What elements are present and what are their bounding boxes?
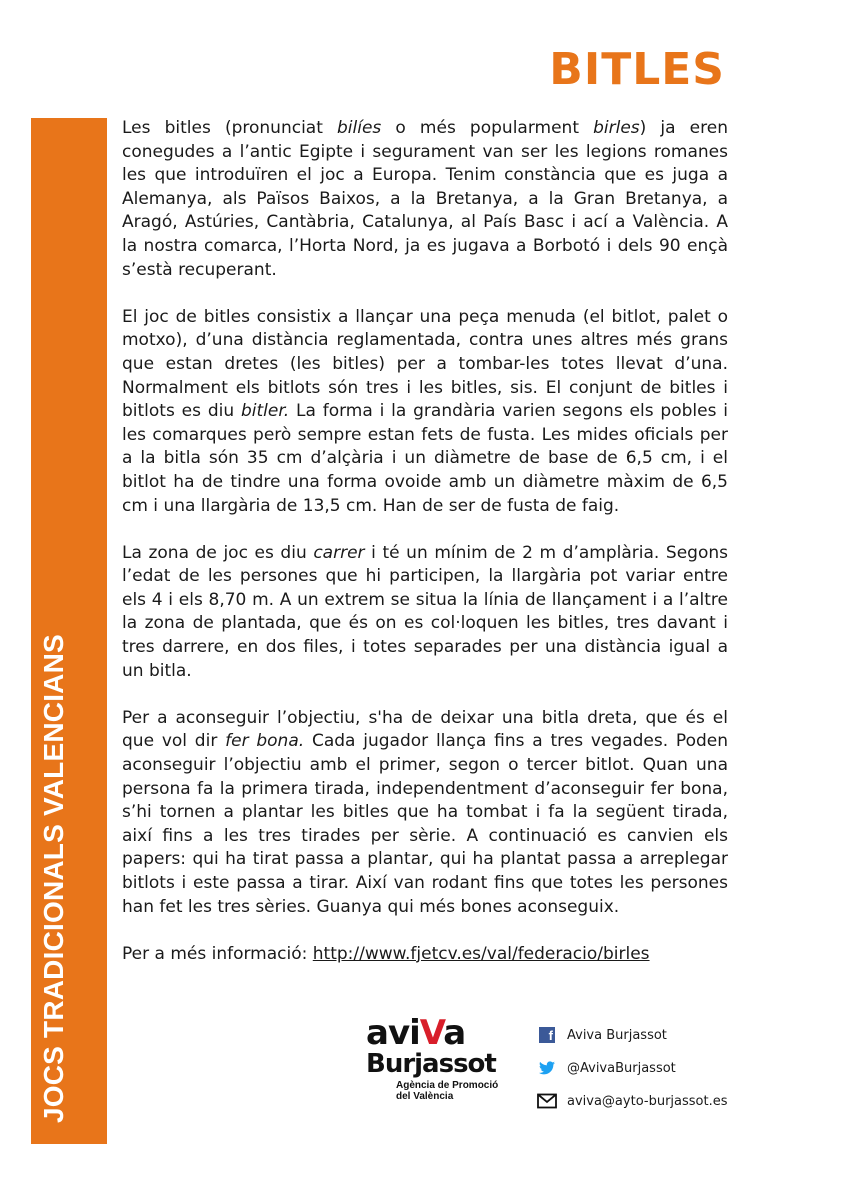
paragraph-game: El joc de bitles consistix a llançar una peça menuda (el bitlot, palet o motxo), d’una distància reglamentada, contra unes altres més grans que estan dretes (les bitles) per a tombar-les totes llevat d’una. Normalment els bitlots són tres i les bitles, sis. El conjunt de bitles i bitlots es diu bitler. La forma i la grandària varien segons els pobles i les comarques però sempre estan fets de fusta. Les mides oficials per a la bitla són 35 cm d’alçària i un diàmetre de base de 6,5 cm, i el bitlot ha de tindre una forma ovoide amb un diàmetre màxim de 6,5 cm i una llargària de 13,5 cm. Han de ser de fusta de faig. — [122, 306, 728, 516]
twitter-handle: @AvivaBurjassot — [567, 1060, 676, 1076]
paragraph-field: La zona de joc es diu carrer i té un mínim de 2 m d’amplària. Segons l’edat de les persones que hi participen, la llargària pot variar entre els 4 i els 8,70 m. A un extrem se situa la línia de llançament i a l’altre la zona de plantada, que és on es col·loquen les bitles, tres davant i tres darrere, en dos files, i totes separades per una distància igual a un bitla. — [122, 542, 728, 681]
email-address: aviva@ayto-burjassot.es — [567, 1093, 728, 1109]
sidebar-label: JOCS TRADICIONALS VALENCIANS — [38, 634, 69, 1123]
logo-subtitle: Agència de Promoció del València — [396, 1080, 499, 1102]
paragraph-rules: Per a aconseguir l’objectiu, s'ha de deixar una bitla dreta, que és el que vol dir fer bona. Cada jugador llança fins a tres vegades. Poden aconseguir l’objectiu amb el primer, segon o tercer bitlot. Quan una persona fa la primera tirada, independentment d’aconseguir fer bona, s’hi tornen a plantar les bitles que ha tombat i fa la següent tirada, així fins a les tres tirades per sèrie. A continuació es canvien els papers: qui ha tirat passa a plantar, qui ha plantat passa a arreplegar bitlots i este passa a tirar. Així van rodant fins que totes les persones han fet les tres sèries. Guanya qui més bones aconseguix. — [122, 707, 729, 917]
facebook-icon: f — [536, 1025, 558, 1045]
article-body — [122, 117, 728, 990]
facebook-handle: Aviva Burjassot — [567, 1027, 667, 1043]
contact-facebook[interactable] — [536, 1024, 728, 1046]
contact-twitter[interactable] — [536, 1057, 728, 1079]
more-info-line — [122, 943, 728, 967]
paragraph-history: Les bitles (pronunciat bilíes o més popularment birles) ja eren conegudes a l’antic Egipte i segurament van ser les legions romanes les que introduïren el joc a Europa. Tenim constància que es juga a Alemanya, als Països Baixos, a la Bretanya, a la Gran Bretanya, a Aragó, Astúries, Cantàbria, Catalunya, al País Basc i ací a València. A la nostra comarca, l’Horta Nord, ja es jugava a Borbotó i dels 90 ençà s’està recuperant. — [122, 118, 728, 280]
logo-burjassot-word: Burjassot — [366, 1049, 496, 1079]
contact-list — [536, 1024, 728, 1123]
more-info-label: Per a més informació: — [122, 943, 313, 964]
page-title: BITLES — [549, 44, 725, 95]
logo-aviva-word: aviVa — [366, 1013, 466, 1053]
aviva-burjassot-logo — [366, 1013, 511, 1102]
federation-link[interactable]: http://www.fjetcv.es/val/federacio/birles — [312, 943, 650, 964]
envelope-icon — [536, 1091, 558, 1111]
twitter-icon — [536, 1058, 558, 1078]
contact-email[interactable] — [536, 1090, 728, 1112]
